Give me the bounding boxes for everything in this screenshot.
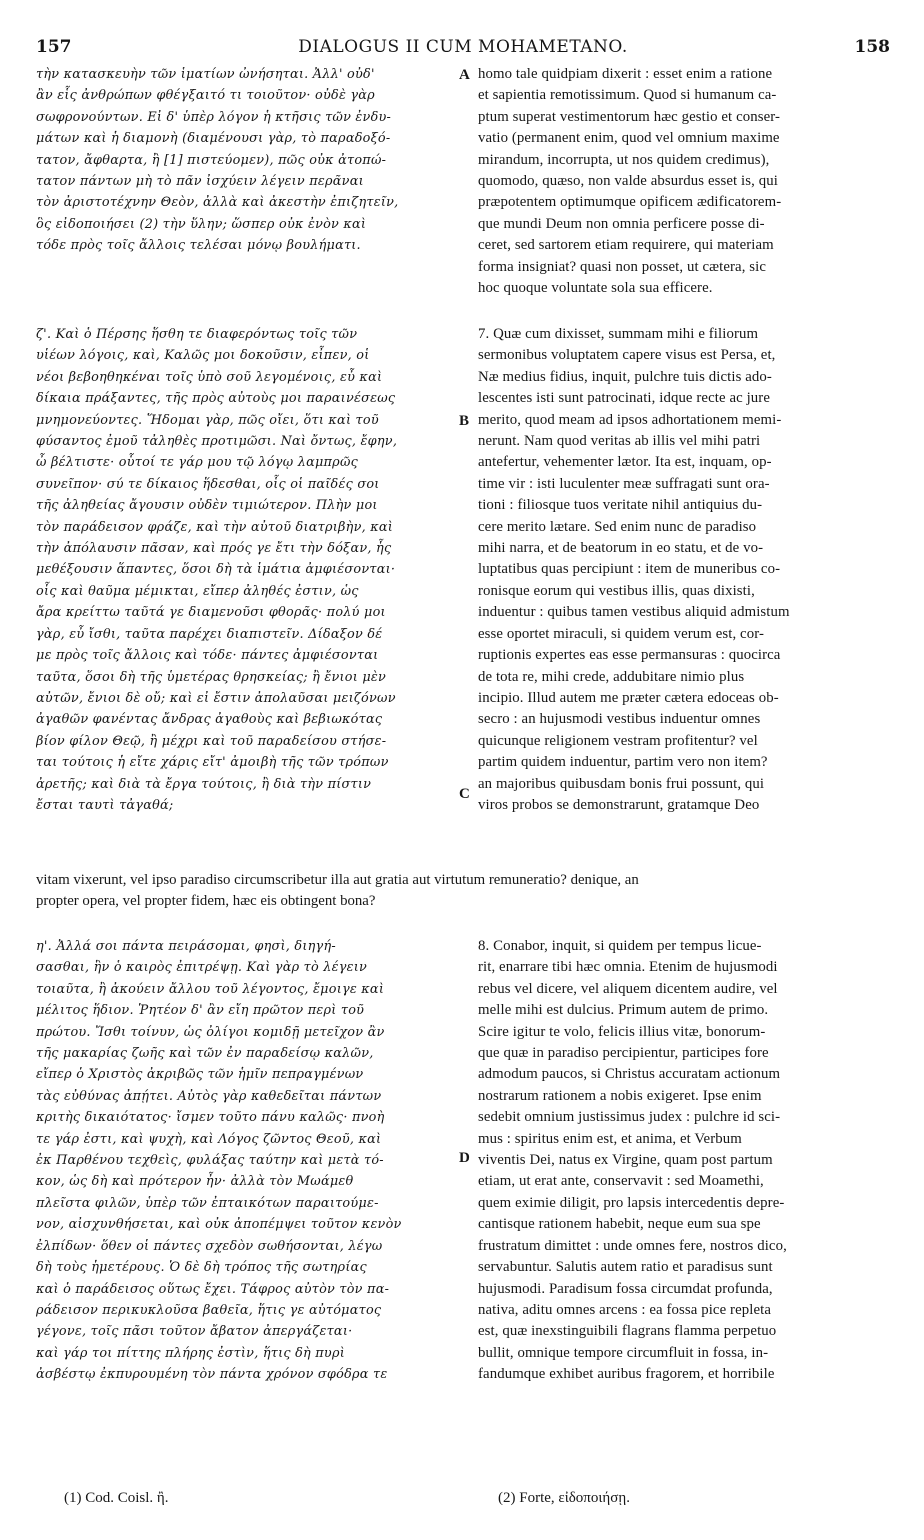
text-line: mus : spiritus enim est, et anima, et Verbum (478, 1130, 742, 1147)
text-line: admodum paucos, si Christus accuratam actionum (478, 1066, 781, 1083)
text-line: τῆς μακαρίας ζωῆς καὶ τῶν ἐν παραδείσῳ καλῶν, (36, 1046, 374, 1062)
text-line: πρώτου. Ἴσθι τοίνυν, ὡς ὀλίγοι κομιδῇ μετεῖχον ἂν (36, 1024, 385, 1040)
text-line: que quæ in paradiso percipientur, participes fore (478, 1045, 769, 1062)
text-line: με πρὸς τοῖς ἄλλοις καὶ τόδε· πάντες ἀμφιέσονται (36, 648, 379, 664)
text-line: Scire igitur te volo, felicis illius vitæ, bonorum- (478, 1023, 766, 1040)
text-line: ἀγαθῶν φανέντας ἄνδρας ἀγαθοὺς καὶ βεβιωκότας (36, 712, 383, 728)
text-line: secro : an hujusmodi vestibus induentur omnes (478, 711, 761, 728)
text-line: κριτὴς δικαιότατος· ἴσμεν τοῦτο πάνυ καλῶς· πνοὴ (36, 1110, 385, 1126)
text-line: συνεῖπον· σύ τε δίκαιος ἥδεσθαι, οἷς οἱ παῖδές σοι (36, 476, 380, 492)
text-line: vatio (permanent enim, quod vel omnium maxime (478, 130, 780, 147)
text-line: τῆς ἀληθείας ἄγουσιν οὐδὲν τιμιώτερον. Πλὴν μοι (36, 498, 378, 514)
margin-letter-c: C (459, 786, 470, 802)
latin-column-block-3 (478, 936, 890, 1386)
text-line: cantisque rationem habebit, neque eum sua spe (478, 1216, 761, 1233)
text-line: νον, αἰσχυνθήσεται, καὶ οὐκ ἀποπέμψει τοῦτον κενὸν (36, 1217, 402, 1233)
text-line: incipio. Illud autem me præter cætera edoceas ob- (478, 689, 779, 706)
text-line: γὰρ, εὖ ἴσθι, ταῦτα παρέχει διαπιστεῖν. Δίδαξον δέ (36, 626, 383, 642)
text-line: αὐτῶν, ἔνιοι δὲ οὔ; καὶ εἰ ἔστιν ἀπολαῦσαι μειζόνων (36, 690, 396, 706)
text-line: σωφρονούντων. Εἰ δ' ὑπὲρ λόγον ἡ κτῆσις τῶν ἐνδυ- (36, 109, 392, 125)
text-line: η'. Ἀλλά σοι πάντα πειράσομαι, φησὶ, διηγή- (36, 939, 336, 954)
text-line: τὰς εὐθύνας ἀπῄτει. Αὐτὸς γὰρ καθεδεῖται πάντων (36, 1088, 382, 1104)
margin-letter-b: B (459, 413, 470, 429)
text-line: induentur : quibus tamen vestibus aliquid admistum (478, 604, 790, 621)
text-line: τόδε πρὸς τοῖς ἄλλοις τελέσαι μόνῳ βουλήματι. (36, 238, 361, 254)
text-line: ἀρετῆς; καὶ διὰ τὰ ἔργα τούτοις, ἢ διὰ τὴν πίστιν (36, 776, 372, 792)
text-line: partim quidem induentur, partim vero non item? (478, 754, 768, 771)
text-line: 7. Quæ cum dixisset, summam mihi e filiorum (478, 326, 759, 342)
text-line: ἄρα κρείττω ταῦτά γε διαμενοῦσι φθορᾶς· πολύ μοι (36, 605, 386, 621)
text-line: servabuntur. Salutis autem ratio et paradisus sunt (478, 1259, 773, 1276)
text-line: πλεῖστα φιλῶν, ὑπὲρ τῶν ἐπταικότων παραιτούμε- (36, 1195, 379, 1211)
text-line: βίον φίλον Θεῷ, ἢ μέχρι καὶ τοῦ παραδείσου στήσε- (36, 733, 387, 749)
text-line: μάτων καὶ ἡ διαμονὴ (διαμένουσι γὰρ, τὸ παραδοξό- (36, 131, 391, 147)
text-line: mirandum, incorrupta, ut nos quidem credimus), (478, 151, 770, 168)
text-line: time vir : isti luculenter meæ suffragati sunt ora- (478, 475, 770, 492)
text-line: frustratum dimittet : unde omnes fere, nostros dico, (478, 1237, 787, 1254)
footnote-1: (1) Cod. Coisl. ἢ. (64, 1490, 169, 1506)
text-line: quomodo, quæso, non valde absurdus esset is, qui (478, 173, 778, 190)
text-line: μεθέξουσιν ἅπαντες, ὅσοι δὴ τὰ ἱμάτια ἀμφιέσονται· (36, 562, 396, 578)
latin-column-block-1 (478, 64, 890, 299)
text-line: Næ medius fidius, inquit, pulchre tuis dictis ado- (478, 368, 772, 385)
text-line: νέοι βεβοηθηκέναι τοῖς ὑπὸ σοῦ λεγομένοις, εὖ καὶ (36, 369, 383, 385)
text-line: fandumque exhibet auribus fragorem, et horribile (478, 1366, 775, 1383)
text-line: ptum superat vestimentorum hæc gestio et conser- (478, 108, 781, 125)
greek-column-block-2 (36, 324, 456, 816)
text-line: γέγονε, τοῖς πᾶσι τοῦτον ἄβατον ἀπεργάζεται· (36, 1324, 353, 1340)
text-line: δίκαια πράξαντες, τῆς πρὸς αὐτοὺς μοι παραινέσεως (36, 391, 396, 407)
text-line: ruptionis expertes eas esse permansuras : quocirca (478, 647, 781, 664)
text-line: quem eximie diligit, pro lapsis intercedentis depre- (478, 1194, 785, 1211)
page-number-left: 157 (36, 37, 72, 57)
text-line: τὴν κατασκευὴν τῶν ἱματίων ὠνήσηται. Ἀλλ' οὐδ' (36, 67, 375, 82)
text-line: sedebit omnium justissimus judex : pulchre id sci- (478, 1109, 781, 1126)
text-line: lescentes isti sunt patrocinati, idque recte ac jure (478, 390, 770, 407)
text-line: ταῦτα, ὅσοι δὴ τῆς ὑμετέρας θρησκείας; ἢ ἔνιοι μὲν (36, 669, 387, 685)
text-line: ἐκ Παρθένου τεχθεὶς, φυλάξας ταύτην καὶ μετὰ τό- (36, 1153, 384, 1169)
text-line: luptatibus quas percipiunt : item de muneribus co- (478, 561, 781, 578)
text-line: ζ'. Καὶ ὁ Πέρσης ἥσθη τε διαφερόντως τοῖς τῶν (36, 327, 358, 342)
text-line: et sapientia remotissimum. Quod si humanum ca- (478, 87, 777, 104)
text-line: que mundi Deum non omnia perficere posse di- (478, 215, 765, 232)
text-line: ceret, sed sartorem etiam requirere, qui materiam (478, 237, 774, 254)
text-line: esse oportet miraculi, si quidem verum est, cor- (478, 625, 764, 642)
text-line: antefertur, vehementer lætor. Ita est, inquam, op- (478, 454, 772, 471)
latin-column-block-2 (478, 324, 890, 816)
text-line: tioni : filiosque tuos veritate nihil antiquius du- (478, 497, 763, 514)
text-line: cere merito lætare. Sed enim nunc de paradiso (478, 518, 757, 535)
page-title: DIALOGUS II CUM MOHAMETANO. (298, 37, 628, 57)
footnote-2: (2) Forte, εἰδοποιήσῃ. (498, 1490, 630, 1506)
text-line: ράδεισον περικυκλοῦσα βαθεῖα, ἥτις γε αὐτόματος (36, 1302, 382, 1318)
text-line: τατον, ἄφθαρτα, ἢ [1] πιστεύομεν), πῶς οὐκ ἀτοπώ- (36, 152, 387, 168)
greek-column-block-1 (36, 64, 456, 257)
text-line: homo tale quidpiam dixerit : esset enim a ratione (478, 66, 773, 82)
margin-letter-d: D (459, 1150, 470, 1166)
text-line: est, quæ inexstinguibili flagrans flamma perpetuo (478, 1323, 777, 1340)
text-line: forma insigniat? quasi non posset, ut cætera, sic (478, 258, 767, 275)
text-line: καὶ γάρ τοι πίττης πλήρης ἐστὶν, ἥτις δὴ πυρὶ (36, 1345, 346, 1361)
text-line: ὃς εἰδοποιήσει (2) τὴν ὕλην; ὥσπερ οὐκ ἐνὸν καὶ (36, 216, 367, 232)
running-head (36, 34, 890, 60)
text-line: δὴ τοὺς ἡμετέρους. Ὁ δὲ δὴ τρόπος τῆς σωτηρίας (36, 1260, 367, 1276)
text-line: bullit, omnique tempore circumfluit in fossa, in- (478, 1344, 769, 1361)
text-line: de tota re, mihi crede, addubitare nimio plus (478, 668, 745, 685)
text-line: μνημονεύοντες. Ἥδομαι γὰρ, πῶς οἴει, ὅτι καὶ τοῦ (36, 412, 379, 428)
text-line: εἴπερ ὁ Χριστὸς ἀκριβῶς τῶν ἡμῖν πεπραγμένων (36, 1067, 364, 1083)
text-line: propter opera, vel propter fidem, hæc eis obtingent bona? (36, 893, 376, 910)
text-line: nativa, aditu omnes arcens : ea fossa pice repleta (478, 1301, 772, 1318)
text-line: οἷς καὶ θαῦμα μέμικται, εἴπερ ἀληθές ἐστιν, ὡς (36, 583, 359, 599)
text-line: vitam vixerunt, vel ipso paradiso circumscribetur illa aut gratia aut virtutum remuneratio? denique, an (36, 872, 639, 888)
text-line: nerunt. Nam quod veritas ab illis vel mihi patri (478, 433, 761, 450)
greek-column-block-3 (36, 936, 456, 1386)
text-line: τοιαῦτα, ἢ ἀκούειν ἄλλου τοῦ λέγοντος, ἔμοιγε καὶ (36, 981, 385, 997)
text-line: hoc quoque voluntate sola sua efficere. (478, 280, 713, 297)
text-line: mihi narra, et de beatorum in eo statu, et de vo- (478, 540, 764, 557)
text-line: τατον πάντων μὴ τὸ πᾶν ἰσχύειν λέγειν περᾶναι (36, 174, 364, 190)
text-line: ἀσβέστῳ ἐκπυρουμένη τὸν πάντα χρόνον σφόδρα τε (36, 1367, 388, 1383)
text-line: hujusmodi. Paradisum fossa circumdat profunda, (478, 1280, 773, 1297)
text-line: μέλιτος ἥδιον. Ῥητέον δ' ἂν εἴη πρῶτον περὶ τοῦ (36, 1003, 365, 1019)
margin-letter-a: A (459, 67, 470, 83)
text-line: melle mihi est dulcius. Primum autem de primo. (478, 1002, 769, 1019)
text-line: rit, enarrare tibi hæc omnia. Etenim de hujusmodi (478, 959, 778, 976)
text-line: an majoribus quibusdam bonis frui possunt, qui (478, 775, 765, 792)
text-line: κον, ὡς δὴ καὶ πρότερον ἦν· ἀλλὰ τὸν Μωάμεθ (36, 1174, 354, 1190)
text-line: ἂν εἷς ἀνθρώπων φθέγξαιτό τι τοιοῦτον· οὐδὲ γὰρ (36, 88, 375, 104)
text-line: τὸν παράδεισον φράζε, καὶ τὴν αὐτοῦ διατριβὴν, καὶ (36, 519, 394, 535)
text-line: τὸν ἀριστοτέχνην Θεὸν, ἀλλὰ καὶ ἀκεστὴν ἐπιζητεῖν, (36, 195, 399, 211)
text-line: præpotentem optimumque opificem ædificatorem- (478, 194, 782, 211)
text-line: τὴν ἀπόλαυσιν πᾶσαν, καὶ πρός γε ἔτι τὴν δόξαν, ἧς (36, 541, 392, 557)
text-line: quicunque religionem vestram profitentur? vel (478, 732, 758, 749)
text-line: ἔσται ταυτὶ τἀγαθά; (36, 797, 174, 813)
full-width-latin-lines (36, 870, 890, 913)
text-line: ὦ βέλτιστε· οὗτοί τε γάρ μου τῷ λόγῳ λαμπρῶς (36, 455, 359, 471)
text-line: τε γάρ ἐστι, καὶ ψυχὴ, καὶ Λόγος ζῶντος Θεοῦ, καὶ (36, 1131, 382, 1147)
text-line: viros probos se demonstrarunt, gratamque Deo (478, 796, 760, 813)
text-line: sermonibus voluptatem capere visus est Persa, et, (478, 347, 776, 364)
text-line: ἐλπίδων· ὅθεν οἱ πάντες σχεδὸν σωθήσονται, λέγω (36, 1238, 383, 1254)
text-line: 8. Conabor, inquit, si quidem per tempus licue- (478, 938, 762, 954)
text-line: ronisque eorum qui vestibus illis, quas dixisti, (478, 582, 755, 599)
text-line: καὶ ὁ παράδεισος οὕτως ἔχει. Τάφρος αὐτὸν τὸν πα- (36, 1281, 390, 1297)
text-line: nostrarum rationem a nobis exigeret. Ipse enim (478, 1087, 762, 1104)
page-number-right: 158 (854, 37, 890, 57)
text-line: merito, quod meam ad ipsos adhortationem memi- (478, 411, 782, 428)
text-line: υἱέων λόγοις, καὶ, Καλῶς μοι δοκοῦσιν, εἶπεν, οἱ (36, 348, 370, 364)
text-line: ται τούτοις ἡ εἴτε χάρις εἴτ' ἀμοιβὴ τῆς τῶν τρόπων (36, 755, 389, 771)
text-line: rebus vel dicere, vel aliquem dicentem audire, vel (478, 980, 778, 997)
text-line: etiam, ut erat ante, conservavit : sed Moamethi, (478, 1173, 764, 1190)
text-line: σασθαι, ἣν ὁ καιρὸς ἐπιτρέψῃ. Καὶ γὰρ τὸ λέγειν (36, 960, 368, 976)
text-line: φύσαντος ἐμοῦ τἀληθὲς προτιμῶσι. Ναὶ ὄντως, ἔφην, (36, 434, 398, 450)
text-line: viventis Dei, natus ex Virgine, quam post partum (478, 1152, 773, 1169)
